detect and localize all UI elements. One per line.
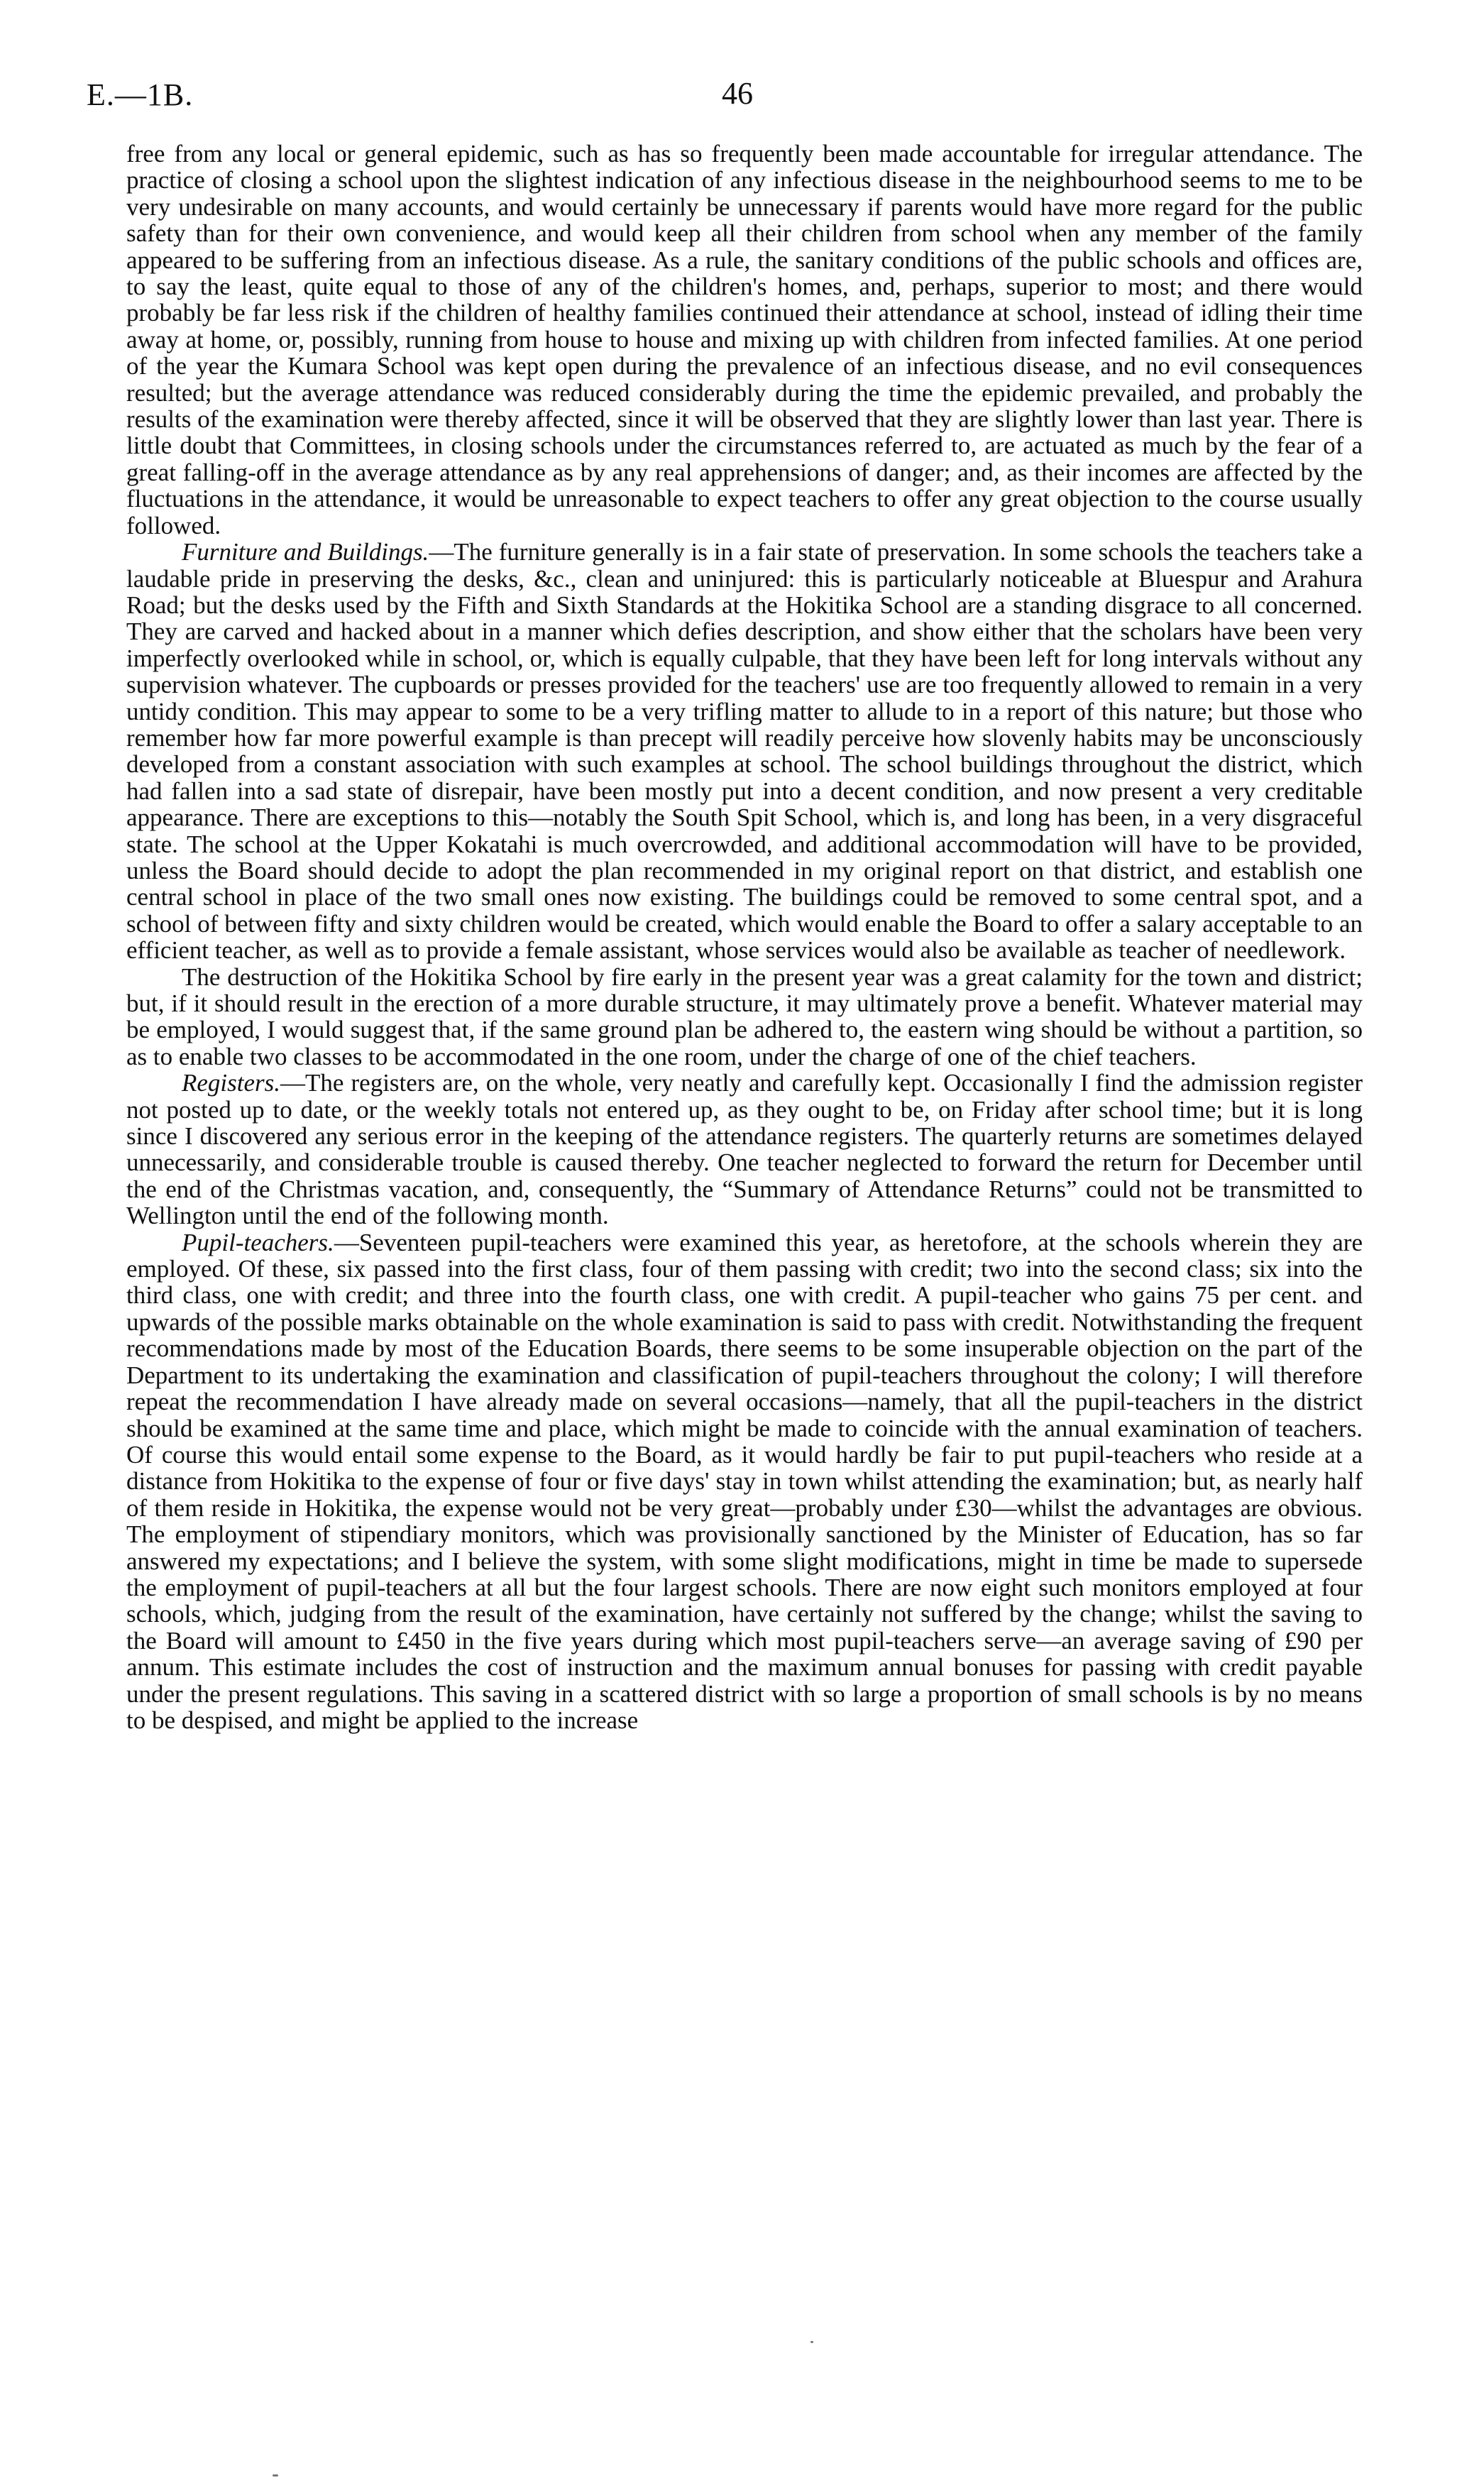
paragraph-pupil-teachers (126, 1229, 1363, 1734)
paragraph-epidemic (126, 141, 1363, 539)
paragraph-hokitika-fire (126, 964, 1363, 1070)
page-number: 46 (722, 76, 753, 111)
section-heading-pupil-teachers: Pupil-teachers. (182, 1228, 334, 1256)
body-text (126, 141, 1363, 1733)
paragraph-text: free from any local or general epidemic, such as has so frequently been made accountable for irregular attendance. The practice of closing a school upon the slightest indication of any infectious disease in the neighbourhood seems to me to be very undesirable on many accounts, and would certainly be unnecessary if parents would have more regard for the public safety than for their own convenience, and would keep all their children from school when any member of the family appeared to be suffering from an infectious disease. As a rule, the sanitary conditions of the public schools and offices are, to say the least, quite equal to those of any of the children's homes, and, perhaps, superior to most; and there would probably be far less risk if the children of healthy families continued their attendance at school, instead of idling their time away at home, or, possibly, running from house to house and mixing up with children from infected families. At one period of the year the Kumara School was kept open during the prevalence of an infectious disease, and no evil consequences resulted; but the average attendance was reduced considerably during the time the epidemic prevailed, and probably the results of the examination were thereby affected, since it will be observed that they are slightly lower than last year. There is little doubt that Committees, in closing schools under the circumstances referred to, are actuated as much by the fear of a great falling-off in the average attendance as by any real apprehensions of danger; and, as their incomes are affected by the fluctuations in the attendance, it would be unreasonable to expect teachers to offer any great objection to the course usually followed. (126, 140, 1363, 539)
paragraph-registers (126, 1070, 1363, 1229)
scan-speck (810, 2341, 813, 2343)
paragraph-text: —The registers are, on the whole, very neatly and carefully kept. Occasionally I find the admission register not posted up to date, or the weekly totals not entered up, as they ought to be, on Friday after school time; but it is long since I discovered any serious error in the keeping of the attendance registers. The quarterly returns are sometimes delayed unnecessarily, and considerable trouble is caused thereby. One teacher neglected to forward the return for December until the end of the Christmas vacation, and, consequently, the “Summary of Attendance Returns” could not be transmitted to Wellington until the end of the following month. (126, 1069, 1363, 1230)
paragraph-text: The destruction of the Hokitika School by fire early in the present year was a great calamity for the town and district; but, if it should result in the erection of a more durable structure, it may ultimately prove a benefit. Whatever material may be employed, I would suggest that, if the same ground plan be adhered to, the eastern wing should be without a partition, so as to enable two classes to be accommodated in the one room, under the charge of one of the chief teachers. (126, 962, 1363, 1070)
paragraph-furniture-buildings (126, 539, 1363, 964)
paragraph-text: —The furniture generally is in a fair state of preservation. In some schools the teachers take a laudable pride in preserving the desks, &c., clean and uninjured: this is particularly noticeable at Bluespur and Arahura Road; but the desks used by the Fifth and Sixth Standards at the Hokitika School are a standing disgrace to all concerned. They are carved and hacked about in a manner which defies description, and show either that the scholars have been very imperfectly overlooked while in school, or, which is equally culpable, that they have been left for long intervals without any supervision whatever. The cupboards or presses provided for the teachers' use are too frequently allowed to remain in a very untidy condition. This may appear to some to be a very trifling matter to allude to in a report of this nature; but those who remember how far more powerful example is than precept will readily perceive how slovenly habits may be unconsciously developed from a constant association with such examples at school. The school buildings throughout the district, which had fallen into a sad state of disrepair, have been mostly put into a decent condition, and now present a very creditable appearance. There are exceptions to this—notably the South Spit School, which is, and long has been, in a very disgraceful state. The school at the Upper Kokatahi is much overcrowded, and additional accommodation will have to be provided, unless the Board should decide to adopt the plan recommended in my original report on that district, and establish one central school in place of the two small ones now existing. The buildings could be removed to some central spot, and a school of between fifty and sixty children would be created, which would enable the Board to offer a salary acceptable to an efficient teacher, as well as to provide a female assistant, whose services would also be available as teacher of needlework. (126, 538, 1363, 965)
paragraph-text: —Seventeen pupil-teachers were examined this year, as heretofore, at the schools wherein they are employed. Of these, six passed into the first class, four of them passing with credit; two into the second class; six into the third class, one with credit; and three into the fourth class, one with credit. A pupil-teacher who gains 75 per cent. and upwards of the possible marks obtainable on the whole examination is said to pass with credit. Notwithstanding the frequent recommendations made by most of the Education Boards, there seems to be some insuperable objection on the part of the Department to its undertaking the examination and classification of pupil-teachers throughout the colony; I will therefore repeat the recommendation I have already made on several occasions—namely, that all the pupil-teachers in the district should be examined at the same time and place, which might be made to coincide with the annual examination of teachers. Of course this would entail some expense to the Board, as it would hardly be fair to put pupil-teachers who reside at a distance from Hokitika to the expense of four or five days' stay in town whilst attending the examination; but, as nearly half of them reside in Hokitika, the expense would not be very great—probably under £30—whilst the advantages are obvious. The employment of stipendiary monitors, which was provisionally sanctioned by the Minister of Education, has so far answered my expectations; and I believe the system, with some slight modifications, might in time be made to supersede the employment of pupil-teachers at all but the four largest schools. There are now eight such monitors employed at four schools, which, judging from the result of the examination, have certainly not suffered by the change; whilst the saving to the Board will amount to £450 in the five years during which most pupil-teachers serve—an average saving of £90 per annum. This estimate includes the cost of instruction and the maximum annual bonuses for passing with credit payable under the present regulations. This saving in a scattered district with so large a proportion of small schools is by no means to be despised, and might be applied to the increase (126, 1228, 1363, 1734)
page-header (87, 71, 1378, 121)
scan-speck (273, 2474, 278, 2477)
section-heading-furniture: Furniture and Buildings. (182, 538, 429, 566)
document-reference: E.—1B. (87, 77, 194, 112)
section-heading-registers: Registers. (182, 1069, 281, 1097)
